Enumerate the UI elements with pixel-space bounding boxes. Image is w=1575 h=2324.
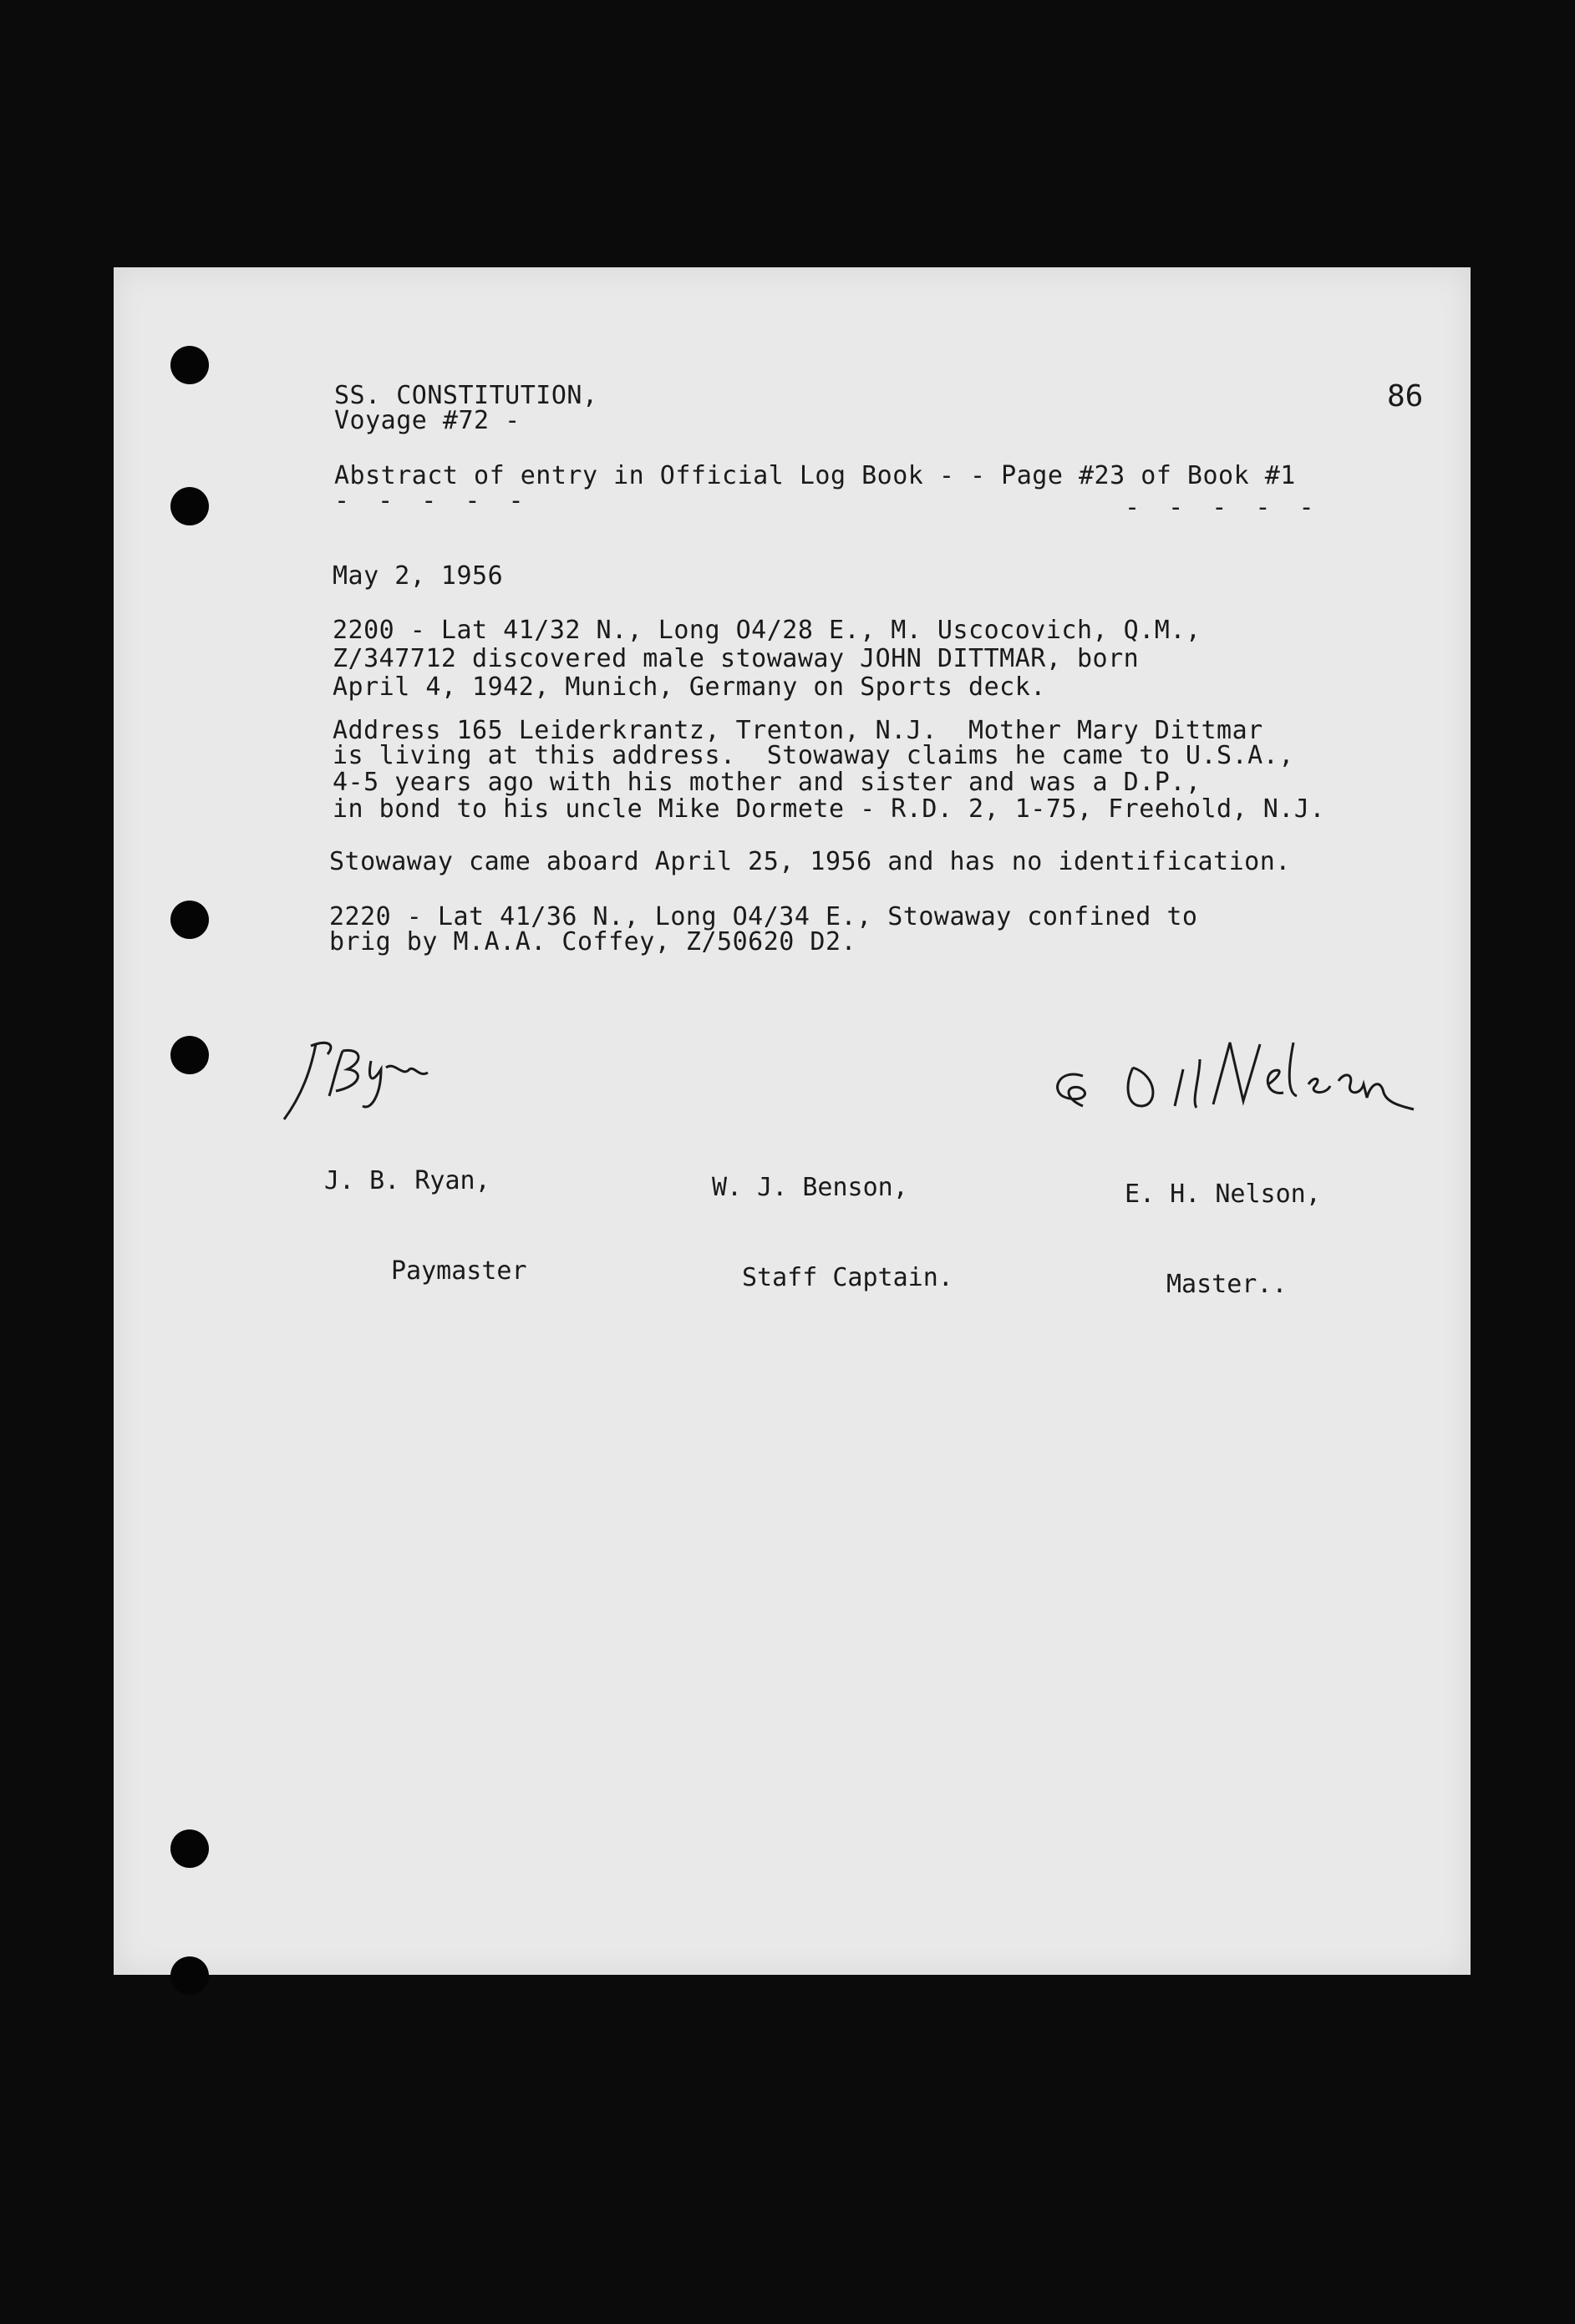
punch-hole (170, 1829, 209, 1868)
signer-name: J. B. Ryan, (324, 1166, 490, 1195)
signer-title: Staff Captain. (742, 1263, 953, 1292)
signer-name: W. J. Benson, (712, 1173, 908, 1202)
entry-line: is living at this address. Stowaway claims he came to U.S.A., (333, 741, 1294, 770)
signature-block-paymaster (324, 1106, 527, 1347)
signature-block-staff-captain (712, 1113, 953, 1353)
signer-name: E. H. Nelson, (1125, 1180, 1321, 1209)
entry-line: brig by M.A.A. Coffey, Z/50620 D2. (329, 927, 857, 956)
nelson-signature-image (1033, 1026, 1417, 1130)
voyage-number: Voyage #72 - (334, 406, 521, 435)
entry-line: Address 165 Leiderkrantz, Trenton, N.J. Mother Mary Dittmar (333, 716, 1263, 745)
signer-title: Paymaster (391, 1256, 527, 1286)
punch-hole (170, 487, 209, 525)
abstract-title: Abstract of entry in Official Log Book - - Page #23 of Book #1 (334, 461, 1296, 490)
log-entry (329, 902, 1198, 1011)
entry-line: 2220 - Lat 41/36 N., Long O4/34 E., Stowaway confined to (329, 902, 1198, 931)
entry-line: Stowaway came aboard April 25, 1956 and has no identification. (329, 847, 1291, 876)
signer-title: Master.. (1166, 1270, 1288, 1299)
entry-line: Z/347712 discovered male stowaway JOHN DITTMAR, born (333, 644, 1140, 673)
underline-dashes-left: - - - - - (334, 486, 531, 515)
entry-date: May 2, 1956 (333, 561, 504, 591)
underline-dashes-right: - - - - - (1125, 493, 1321, 522)
punch-hole (170, 1956, 209, 1995)
document-sheet (114, 267, 1471, 1975)
punch-hole (170, 1036, 209, 1074)
entry-line: 2200 - Lat 41/32 N., Long O4/28 E., M. Uscocovich, Q.M., (333, 616, 1202, 645)
entry-line: in bond to his uncle Mike Dormete - R.D. 2, 1-75, Freehold, N.J. (333, 794, 1325, 824)
punch-hole (170, 901, 209, 939)
entry-line: 4-5 years ago with his mother and sister and was a D.P., (333, 768, 1202, 797)
punch-hole (170, 346, 209, 384)
ship-name: SS. CONSTITUTION, (334, 381, 598, 410)
signature-block-master (1125, 1119, 1321, 1360)
entry-line: April 4, 1942, Munich, Germany on Sports deck. (333, 672, 1046, 702)
page-number: 86 (1387, 379, 1424, 414)
